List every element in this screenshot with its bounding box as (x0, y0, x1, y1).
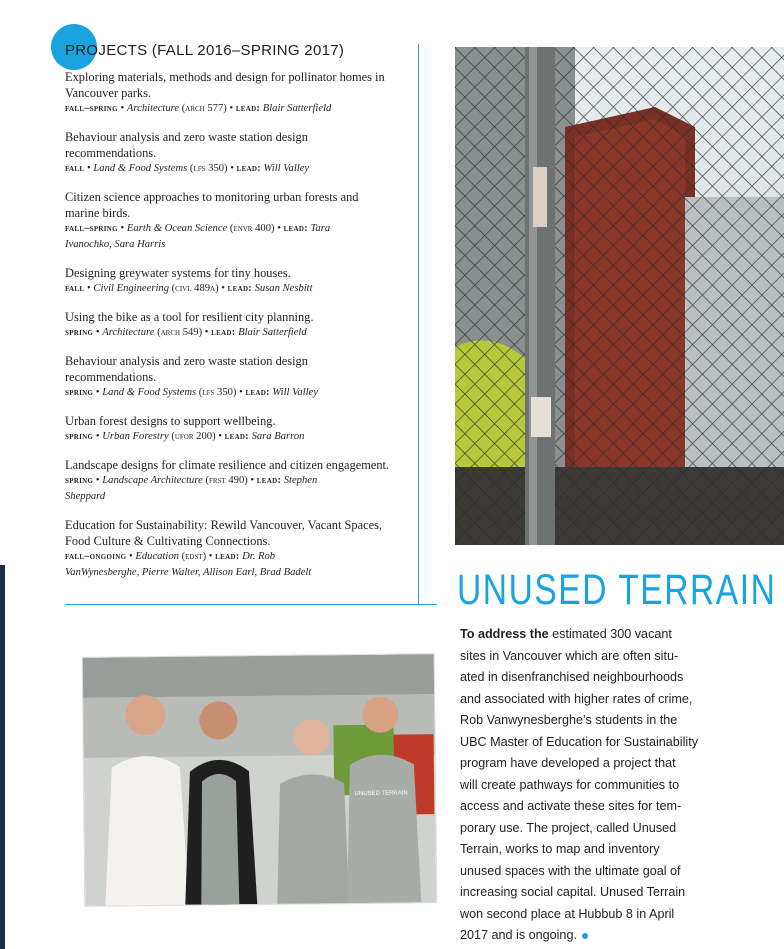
article-text: Rob Vanwynesberghe’s students in the (460, 713, 678, 727)
article-line (460, 667, 760, 689)
project-title (65, 189, 413, 221)
article-text: ated in disenfranchised neighbourhoods (460, 670, 684, 684)
project-lead-label: lead: (283, 223, 308, 234)
project-lead-continued: Sheppard (65, 491, 106, 502)
article-title: UNUSED TERRAIN (457, 566, 777, 614)
project-term: fall–ongoing (65, 551, 127, 562)
project-department: Architecture (126, 103, 180, 114)
project-course-code: (arch 577) (181, 103, 227, 114)
project-lead: Stephen (283, 475, 318, 486)
project-meta: fall • Land & Food Systems (lfs 350) • lead: Will Valley (65, 163, 310, 174)
projects-heading: PROJECTS (FALL 2016–SPRING 2017) (65, 42, 345, 59)
project-term: spring (65, 387, 94, 398)
article-text: and associated with higher rates of crime, (460, 691, 693, 706)
article-text: will create pathways for communities to (460, 777, 680, 792)
project-meta: fall–spring • Earth & Ocean Science (envr 400) • lead: Tara Ivanochko, Sara Harris (65, 223, 331, 250)
article-text: won second place at Hubbub 8 in April (460, 906, 675, 921)
project-term: fall–spring (65, 223, 118, 234)
project-item (65, 189, 413, 253)
project-department: Urban Forestry (102, 431, 169, 442)
project-lead: Will Valley (263, 163, 310, 174)
article-text: estimated 300 vacant (548, 627, 672, 641)
project-title-line: Using the bike as a tool for resilient city planning. (65, 310, 314, 324)
project-lead: Tara (310, 223, 331, 234)
project-department: Education (135, 551, 179, 562)
fence-photo (455, 47, 784, 545)
project-department: Civil Engineering (93, 283, 169, 294)
project-term: spring (65, 431, 94, 442)
project-lead-label: lead: (211, 327, 236, 338)
project-lead-label: lead: (235, 103, 261, 114)
article-line (460, 925, 760, 947)
project-meta: spring • Urban Forestry (ufor 200) • lead: Sara Barron (65, 431, 305, 442)
shirt-text: UNUSED TERRAIN (354, 790, 408, 798)
project-department: Earth & Ocean Science (126, 223, 228, 234)
project-item (65, 69, 413, 117)
section-divider (65, 604, 437, 605)
article-line (460, 689, 760, 711)
article-text: porary use. The project, called Unused (460, 820, 677, 835)
project-course-code: (envr 400) (229, 223, 275, 234)
project-term: spring (65, 327, 94, 338)
project-department: Land & Food Systems (93, 163, 188, 174)
project-lead-label: lead: (227, 283, 252, 294)
article-line (460, 710, 760, 732)
project-lead-continued: VanWynesberghe, Pierre Walter, Allison Earl, Brad Badelt (65, 567, 312, 578)
article-text: increasing social capital. Unused Terrain (460, 885, 686, 899)
project-title (65, 517, 413, 549)
project-title-line: recommendations. (65, 370, 157, 384)
project-item (65, 309, 413, 341)
project-meta: spring • Land & Food Systems (lfs 350) • lead: Will Valley (65, 387, 319, 398)
end-mark (582, 933, 588, 939)
project-title-line: Education for Sustainability: Rewild Vancouver, Vacant Spaces, (65, 518, 382, 532)
project-item (65, 517, 413, 581)
project-title (65, 353, 413, 385)
article-text: sites in Vancouver which are often situ- (460, 648, 679, 663)
project-course-code: (arch 549) (157, 327, 203, 338)
project-lead-continued: Ivanochko, Sara Harris (65, 239, 166, 250)
article-text: Terrain, works to map and inventory (460, 842, 660, 856)
project-title-line: Landscape designs for climate resilience and citizen engagement. (65, 458, 390, 472)
project-title-line: marine birds. (65, 206, 131, 220)
project-title (65, 413, 413, 429)
project-meta: spring • Architecture (arch 549) • lead: Blair Satterfield (65, 327, 307, 338)
article-line (460, 775, 760, 797)
project-item (65, 457, 413, 505)
project-lead: Sara Barron (251, 431, 305, 442)
project-course-code: (civl 489a) (171, 283, 219, 294)
project-item (65, 129, 413, 177)
project-course-code: (lfs 350) (198, 387, 237, 398)
project-lead-label: lead: (224, 431, 249, 442)
project-title-line: Citizen science approaches to monitoring urban forests and (65, 190, 359, 204)
project-title-line: Behaviour analysis and zero waste station design (65, 130, 308, 144)
article-text: unused spaces with the ultimate goal of (460, 863, 681, 878)
project-title (65, 265, 413, 281)
project-course-code: (lfs 350) (189, 163, 228, 174)
column-divider (418, 44, 419, 604)
project-department: Architecture (102, 327, 155, 338)
project-title-line: Exploring materials, methods and design for pollinator homes in (65, 70, 385, 84)
project-course-code: (edst) (181, 551, 207, 562)
project-department: Landscape Architecture (102, 475, 203, 486)
project-item (65, 265, 413, 297)
group-photo (83, 654, 437, 906)
project-term: fall (65, 163, 85, 174)
project-meta: fall–ongoing • Education (edst) • lead: Dr. Rob VanWynesberghe, Pierre Walter, Allison Earl, Brad Badelt (65, 551, 312, 578)
project-meta: fall • Civil Engineering (civl 489a) • lead: Susan Nesbitt (65, 283, 313, 294)
project-course-code: (frst 490) (205, 475, 248, 486)
article-line (460, 753, 760, 775)
project-lead: Susan Nesbitt (254, 283, 313, 294)
article-line (460, 732, 760, 754)
project-item (65, 413, 413, 445)
project-title (65, 69, 413, 101)
project-lead-label: lead: (215, 551, 240, 562)
article-line (460, 646, 760, 668)
project-course-code: (ufor 200) (171, 431, 216, 442)
project-lead-label: lead: (236, 163, 261, 174)
project-term: fall (65, 283, 85, 294)
article-line (460, 839, 760, 861)
project-lead: Blair Satterfield (262, 103, 332, 114)
project-title-line: Vancouver parks. (65, 86, 152, 100)
article-line (460, 861, 760, 883)
article-line (460, 904, 760, 926)
project-title-line: Designing greywater systems for tiny houses. (65, 266, 291, 280)
article-text: 2017 and is ongoing. (460, 928, 577, 942)
project-title (65, 129, 413, 161)
project-lead: Blair Satterfield (238, 327, 307, 338)
article-line (460, 882, 760, 904)
article-lead: To address the (460, 627, 549, 641)
article-line (460, 818, 760, 840)
project-title (65, 457, 413, 473)
project-term: spring (65, 475, 94, 486)
article-text: access and activate these sites for tem- (460, 799, 682, 813)
project-title-line: Behaviour analysis and zero waste station design (65, 354, 308, 368)
project-meta: fall–spring • Architecture (arch 577) • lead: Blair Satterfield (65, 103, 332, 114)
projects-list (65, 69, 413, 593)
article-text: UBC Master of Education for Sustainability (460, 734, 698, 749)
project-item (65, 353, 413, 401)
project-title-line: Food Culture & Cultivating Connections. (65, 534, 271, 548)
project-title-line: Urban forest designs to support wellbeing. (65, 414, 276, 428)
left-edge-bar (0, 565, 5, 949)
article-text: program have developed a project that (460, 756, 676, 770)
article-body (460, 624, 760, 947)
project-lead-label: lead: (256, 475, 282, 486)
project-meta: spring • Landscape Architecture (frst 490) • lead: Stephen Sheppard (65, 475, 318, 502)
project-lead: Dr. Rob (242, 551, 276, 562)
article-line (460, 796, 760, 818)
project-term: fall–spring (65, 103, 118, 114)
project-lead-label: lead: (245, 387, 270, 398)
project-department: Land & Food Systems (102, 387, 197, 398)
article-line (460, 624, 760, 646)
project-title-line: recommendations. (65, 146, 157, 160)
project-title (65, 309, 413, 325)
project-lead: Will Valley (272, 387, 319, 398)
